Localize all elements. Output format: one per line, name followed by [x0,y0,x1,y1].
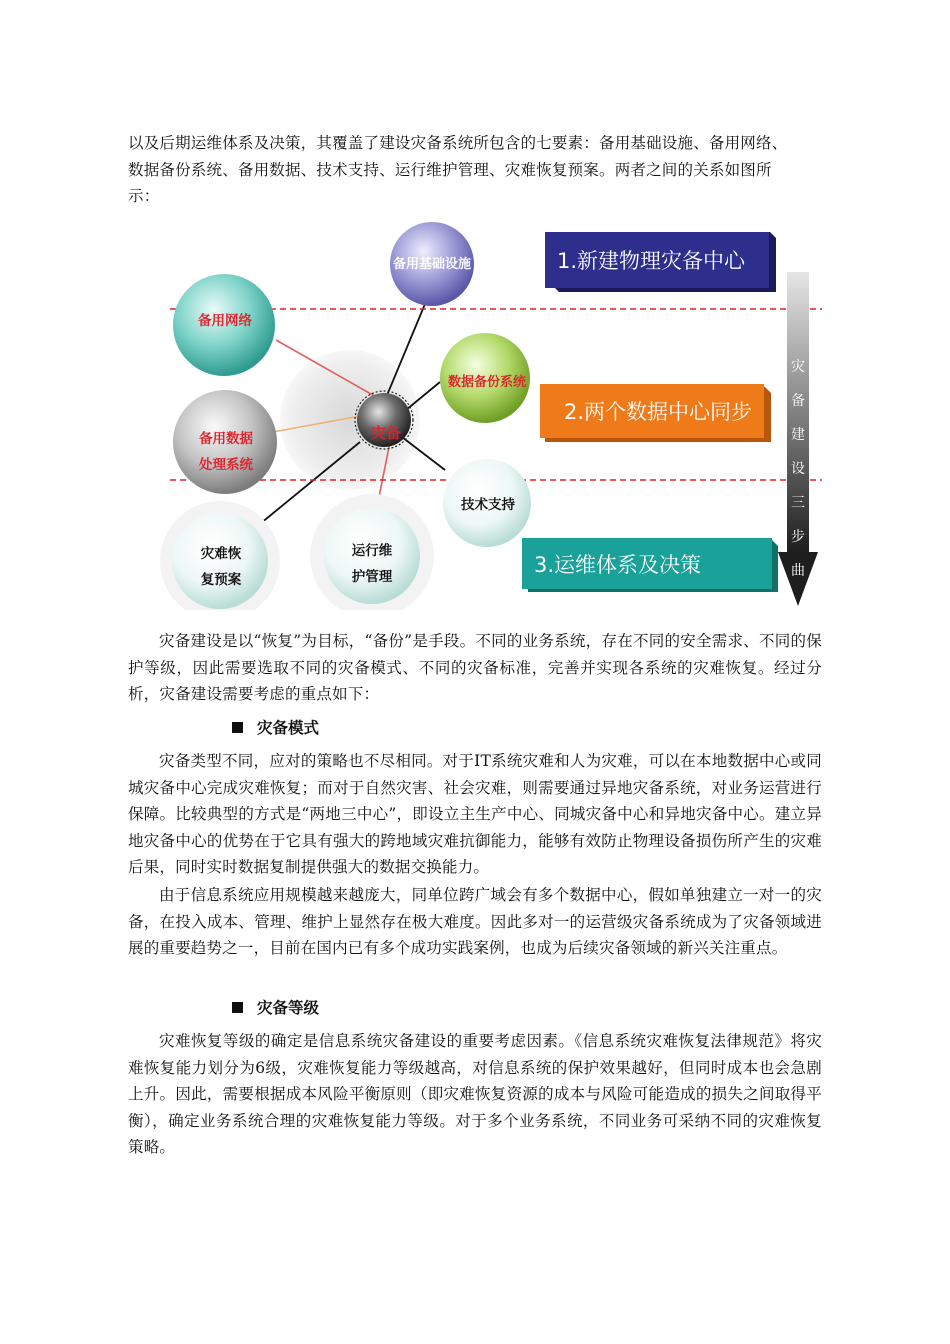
label-ops-line2: 护管理 [351,569,393,585]
label-plan-line1: 灾难恢 [200,546,242,562]
label-ops [334,538,410,590]
vertical-char-3: 建 [791,427,805,443]
label-data-line1: 备用数据 [199,431,253,447]
paragraph-3: 由于信息系统应用规模越来越庞大，同单位跨广域会有多个数据中心，假如单独建立一对一的灾备，在投入成本、管理、维护上显然存在极大难度。因此多对一的运营级灾备系统成为了灾备领域进展的重要趋势之一，目前在国内已有多个成功实践案例，也成为后续灾备领域的新兴关注重点。 [128,886,822,957]
step1-label: 1.新建物理灾备中心 [557,249,746,273]
label-infra: 备用基础设施 [392,257,471,272]
heading-disaster-level-text: 灾备等级 [257,999,320,1017]
vertical-char-1: 灾 [791,359,805,375]
paragraph-2: 灾备类型不同，应对的策略也不尽相同。对于IT系统灾难和人为灾难，可以在本地数据中心或同城灾备中心完成灾难恢复；而对于自然灾害、社会灾难，则需要通过异地灾备系统，对业务运营进行保障。比较典型的方式是“两地三中心”，即设立主生产中心、同城灾备中心和异地灾备中心。建立异地灾备中心的优势在于它具有强大的跨地域灾难抗御能力，能够有效防止物理设备损伤所产生的灾难后果，同时实时数据复制提供强大的数据交换能力。 [128,752,822,876]
intro-paragraph [128,130,822,210]
bullet-square-icon [232,722,243,733]
vertical-char-5: 三 [791,495,805,511]
paragraph-1: 灾备建设是以“恢复”为目标，“备份”是手段。不同的业务系统，存在不同的安全需求、不同的保护等级，因此需要选取不同的灾备模式、不同的灾备标准，完善并实现各系统的灾难恢复。经过分析，灾备建设需要考虑的重点如下： [128,632,822,703]
label-backup: 数据备份系统 [447,375,526,390]
vertical-char-7: 曲 [791,563,805,579]
heading-disaster-level [232,996,319,1018]
label-data-line2: 处理系统 [199,457,253,473]
bullet-square-icon [232,1002,243,1013]
vertical-char-2: 备 [791,393,805,409]
vertical-char-6: 步 [791,529,805,545]
label-ops-line1: 运行维 [351,543,393,559]
paragraph-4: 灾难恢复等级的确定是信息系统灾备建设的重要考虑因素。《信息系统灾难恢复法律规范》将灾难恢复能力划分为6级，灾难恢复能力等级越高，对信息系统的保护效果越好，但同时成本也会急剧上升。因此，需要根据成本风险平衡原则（即灾难恢复资源的成本与风险可能造成的损失之间取得平衡），确定业务系统合理的灾难恢复能力等级。对于多个业务系统，不同业务可采纳不同的灾难恢复策略。 [128,1032,822,1156]
intro-line-1: 以及后期运维体系及决策，其覆盖了建设灾备系统所包含的七要素：备用基础设施、备用网络、 [128,134,788,152]
label-data [174,426,278,478]
intro-line-2: 数据备份系统、备用数据、技术支持、运行维护管理、灾难恢复预案。两者之间的关系如图所 [128,160,772,179]
label-tech: 技术支持 [461,497,515,513]
heading-disaster-mode-text: 灾备模式 [257,719,320,737]
step3-label: 3.运维体系及决策 [534,552,702,577]
label-center: 灾备 [370,424,401,442]
vertical-char-4: 设 [791,461,805,477]
step2-label: 2.两个数据中心同步 [564,400,753,424]
label-plan-line2: 复预案 [200,572,242,588]
vertical-label [786,350,810,588]
label-network: 备用网络 [198,313,252,329]
heading-disaster-mode [232,716,319,738]
label-plan [182,541,260,593]
disaster-recovery-diagram [160,220,830,610]
intro-line-3: 示： [128,187,160,205]
